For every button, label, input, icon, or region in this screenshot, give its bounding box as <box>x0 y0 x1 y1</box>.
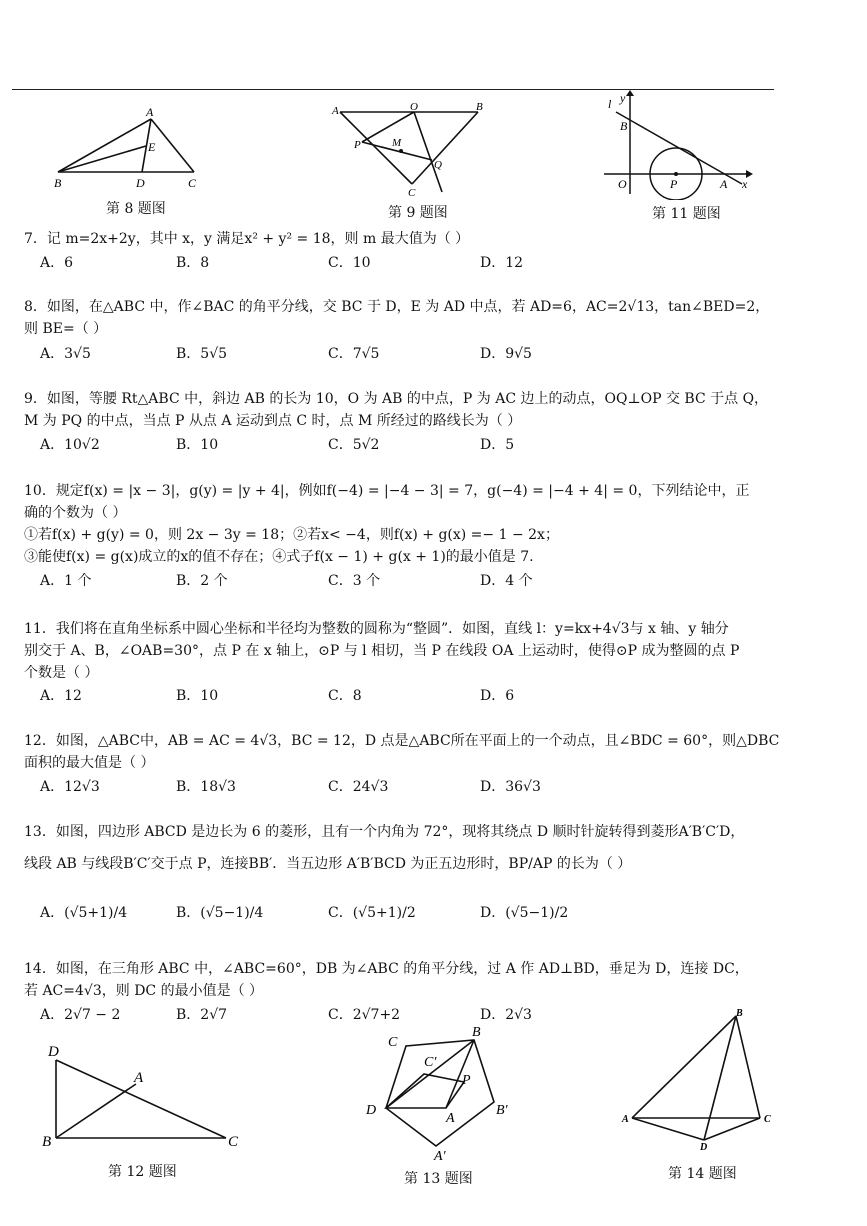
fig12-label-D: D <box>48 1044 59 1060</box>
fig8-label-E: E <box>148 140 156 154</box>
figure-14 <box>618 1004 778 1154</box>
figure-13-caption: 第 13 题图 <box>404 1171 473 1187</box>
fig9-label-P: P <box>354 139 361 151</box>
option-b: B．(√5−1)/4 <box>176 905 264 921</box>
question-line: 面积的最大值是（ ） <box>24 755 155 771</box>
option-c: C．10 <box>328 255 371 271</box>
option-a: A．6 <box>40 255 74 271</box>
option-b: B．18√3 <box>176 779 236 795</box>
fig9-label-Q: Q <box>434 159 442 171</box>
option-d: D．36√3 <box>480 779 541 795</box>
option-a: A．2√7 − 2 <box>40 1007 121 1023</box>
question-line: 线段 AB 与线段B′C′交于点 P，连接BB′．当五边形 A′B′BCD 为正五边形时，BP/AP 的长为（ ） <box>24 856 632 872</box>
fig8-label-A: A <box>146 105 154 119</box>
figure-11 <box>600 90 760 200</box>
fig12-label-C: C <box>228 1134 239 1150</box>
question-7 <box>24 228 469 250</box>
option-b: B．2 个 <box>176 573 228 589</box>
question-line: 若 AC=4√3，则 DC 的最小值是（ ） <box>24 983 264 999</box>
option-d: D．5 <box>480 437 515 453</box>
question-11 <box>24 618 739 684</box>
figure-12-diagram <box>38 1036 258 1156</box>
option-a: A．3√5 <box>40 346 91 362</box>
question-line: ③能使f(x) = g(x)成立的x的值不存在；④式子f(x − 1) + g(x + 1)的最小值是 7. <box>24 549 534 565</box>
figure-8-caption: 第 8 题图 <box>106 201 166 217</box>
question-8 <box>24 296 769 340</box>
question-line: 别交于 A、B，∠OAB=30°，点 P 在 x 轴上，⊙P 与 l 相切，当 P 在线段 OA 上运动时，使得⊙P 成为整圆的点 P <box>24 643 740 659</box>
fig8-label-B: B <box>54 176 62 190</box>
question-line: 13．如图，四边形 ABCD 是边长为 6 的菱形，且有一个内角为 72°，现将其绕点 D 顺时针旋转得到菱形A′B′C′D， <box>24 824 745 840</box>
question-line: 12．如图，△ABC中，AB = AC = 4√3，BC = 12，D 点是△ABC所在平面上的一个动点，且∠BDC = 60°，则△DBC <box>24 733 780 749</box>
option-c: C．2√7+2 <box>328 1007 401 1023</box>
fig9-label-O: O <box>410 101 418 113</box>
question-12 <box>24 730 779 774</box>
question-line: 确的个数为（ ） <box>24 505 127 521</box>
fig11-label-y: y <box>620 91 626 105</box>
figure-12-caption: 第 12 题图 <box>108 1164 177 1180</box>
figure-14-diagram <box>618 1004 778 1154</box>
fig13-label-C-prime: C′ <box>424 1055 437 1070</box>
fig14-label-A: A <box>622 1114 629 1125</box>
fig11-label-P: P <box>670 177 678 191</box>
fig9-label-M: M <box>392 137 402 149</box>
option-b: B．10 <box>176 437 219 453</box>
fig8-label-C: C <box>188 176 197 190</box>
option-d: D．4 个 <box>480 573 533 589</box>
question-line: 则 BE=（ ） <box>24 321 108 337</box>
figure-9 <box>326 100 496 200</box>
fig13-label-C: C <box>388 1035 398 1050</box>
fig12-label-B: B <box>42 1134 52 1150</box>
option-d: D．12 <box>480 255 524 271</box>
figure-8-diagram <box>50 104 210 194</box>
figure-9-caption: 第 9 题图 <box>388 205 448 221</box>
fig11-label-l: l <box>608 97 612 111</box>
option-a: A．(√5+1)/4 <box>40 905 128 921</box>
figure-12 <box>38 1036 258 1156</box>
figure-8 <box>50 104 210 194</box>
figure-11-caption: 第 11 题图 <box>652 206 721 222</box>
question-13 <box>24 821 744 875</box>
option-a: A．12√3 <box>40 779 100 795</box>
fig11-label-B: B <box>620 119 628 133</box>
fig14-label-D: D <box>700 1142 708 1153</box>
question-10 <box>24 480 749 568</box>
question-line: 8．如图，在△ABC 中，作∠BAC 的角平分线，交 BC 于 D，E 为 AD 中点，若 AD=6，AC=2√13，tan∠BED=2， <box>24 299 770 315</box>
option-c: C．5√2 <box>328 437 380 453</box>
question-line: 9．如图，等腰 Rt△ABC 中，斜边 AB 的长为 10，O 为 AB 的中点，P 为 AC 边上的动点，OQ⊥OP 交 BC 于点 Q， <box>24 391 769 407</box>
fig9-label-A: A <box>332 105 339 117</box>
figure-9-diagram <box>326 100 496 200</box>
fig11-label-O: O <box>618 177 627 191</box>
question-line: 7．记 m=2x+2y，其中 x，y 满足x² + y² = 18，则 m 最大值为（ ） <box>24 231 470 247</box>
figure-11-diagram <box>600 90 760 200</box>
option-a: A．10√2 <box>40 437 100 453</box>
figure-14-caption: 第 14 题图 <box>668 1166 737 1182</box>
fig13-label-P: P <box>462 1073 471 1088</box>
fig13-label-B: B <box>472 1025 481 1040</box>
option-b: B．10 <box>176 688 219 704</box>
fig11-label-x: x <box>742 177 748 191</box>
question-14 <box>24 958 749 1002</box>
question-line: 10．规定f(x) = |x − 3|，g(y) = |y + 4|，例如f(−4) = |−4 − 3| = 7，g(−4) = |−4 + 4| = 0，下列结论中，正 <box>24 483 750 499</box>
option-c: C．3 个 <box>328 573 381 589</box>
fig14-label-B: B <box>736 1008 743 1019</box>
fig13-label-A: A <box>446 1111 455 1126</box>
option-b: B．8 <box>176 255 210 271</box>
fig12-label-A: A <box>134 1070 144 1086</box>
option-c: C．7√5 <box>328 346 380 362</box>
option-a: A．12 <box>40 688 82 704</box>
fig11-label-A: A <box>720 177 728 191</box>
fig9-label-B: B <box>476 101 483 113</box>
question-line: 14．如图，在三角形 ABC 中，∠ABC=60°，DB 为∠ABC 的角平分线，过 A 作 AD⊥BD，垂足为 D，连接 DC， <box>24 961 749 977</box>
option-c: C．(√5+1)/2 <box>328 905 416 921</box>
question-line: ①若f(x) + g(y) = 0，则 2x − 3y = 18；②若x< −4，则f(x) + g(x) =− 1 − 2x； <box>24 527 559 543</box>
question-line: 11．我们将在直角坐标系中圆心坐标和半径均为整数的圆称为“整圆”．如图，直线 l：y=kx+4√3与 x 轴、y 轴分 <box>24 621 729 637</box>
option-d: D．2√3 <box>480 1007 532 1023</box>
option-a: A．1 个 <box>40 573 92 589</box>
fig13-label-B-prime: B′ <box>496 1103 508 1118</box>
fig8-label-D: D <box>136 176 145 190</box>
option-d: D．9√5 <box>480 346 532 362</box>
option-c: C．24√3 <box>328 779 389 795</box>
question-line: 个数是（ ） <box>24 665 99 681</box>
fig13-label-A-prime: A′ <box>434 1149 446 1162</box>
option-d: D．(√5−1)/2 <box>480 905 569 921</box>
fig14-label-C: C <box>764 1114 771 1125</box>
figure-13-diagram <box>360 1022 520 1162</box>
fig9-label-C: C <box>408 187 416 199</box>
figure-13 <box>360 1022 520 1162</box>
question-9 <box>24 388 768 432</box>
fig13-label-D: D <box>366 1103 377 1118</box>
option-c: C．8 <box>328 688 362 704</box>
option-d: D．6 <box>480 688 515 704</box>
option-b: B．2√7 <box>176 1007 228 1023</box>
option-b: B．5√5 <box>176 346 228 362</box>
question-line: M 为 PQ 的中点，当点 P 从点 A 运动到点 C 时，点 M 所经过的路线长为（ ） <box>24 413 522 429</box>
